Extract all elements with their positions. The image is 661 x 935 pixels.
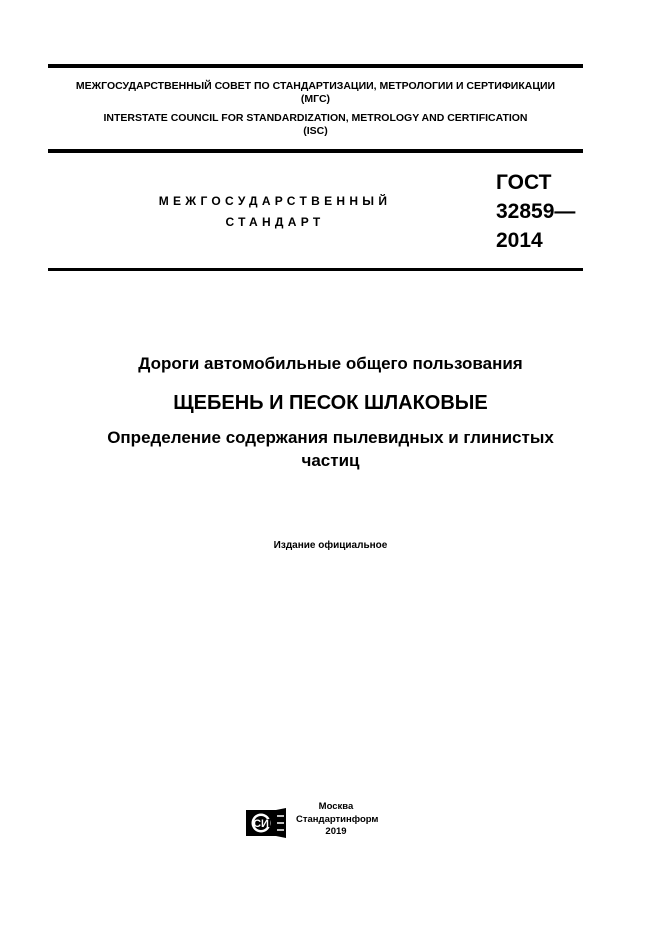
- publisher-imprint: [296, 801, 379, 839]
- gost-designation: [496, 168, 575, 255]
- title-subject: Дороги автомобильные общего пользования: [138, 354, 523, 373]
- council-en-block: [48, 112, 583, 138]
- top-rule: [48, 64, 583, 68]
- title-main: ЩЕБЕНЬ И ПЕСОК ШЛАКОВЫЕ: [173, 392, 488, 414]
- council-ru-name: МЕЖГОСУДАРСТВЕННЫЙ СОВЕТ ПО СТАНДАРТИЗАЦИИ, МЕТРОЛОГИИ И СЕРТИФИКАЦИИ: [75, 80, 556, 92]
- standard-type-line1: МЕЖГОСУДАРСТВЕННЫЙ: [158, 194, 392, 208]
- gost-label: ГОСТ: [496, 171, 552, 194]
- middle-rule: [48, 149, 583, 153]
- standartinform-logo-icon: [246, 808, 286, 838]
- publisher-name: Стандартинформ: [296, 813, 379, 825]
- svg-text:СИ: СИ: [253, 818, 269, 830]
- publisher-city: Москва: [318, 801, 354, 812]
- council-en-name: INTERSTATE COUNCIL FOR STANDARDIZATION, METROLOGY AND CERTIFICATION: [103, 112, 528, 124]
- gost-number: 32859—: [496, 200, 576, 223]
- publisher-year: 2019: [325, 826, 347, 837]
- council-ru-abbr: (МГС): [300, 93, 331, 105]
- council-ru-block: [48, 80, 583, 106]
- standard-type-line2: СТАНДАРТ: [225, 215, 325, 229]
- title-method-line1: Определение содержания пылевидных и глинистых: [107, 428, 554, 447]
- bottom-rule: [48, 268, 583, 271]
- gost-year: 2014: [496, 229, 543, 252]
- title-method-line2: частиц: [301, 451, 360, 470]
- council-en-abbr: (ISC): [303, 125, 328, 137]
- standard-type: [120, 191, 430, 233]
- title-method: [48, 426, 613, 472]
- edition-note: Издание официальное: [273, 540, 388, 551]
